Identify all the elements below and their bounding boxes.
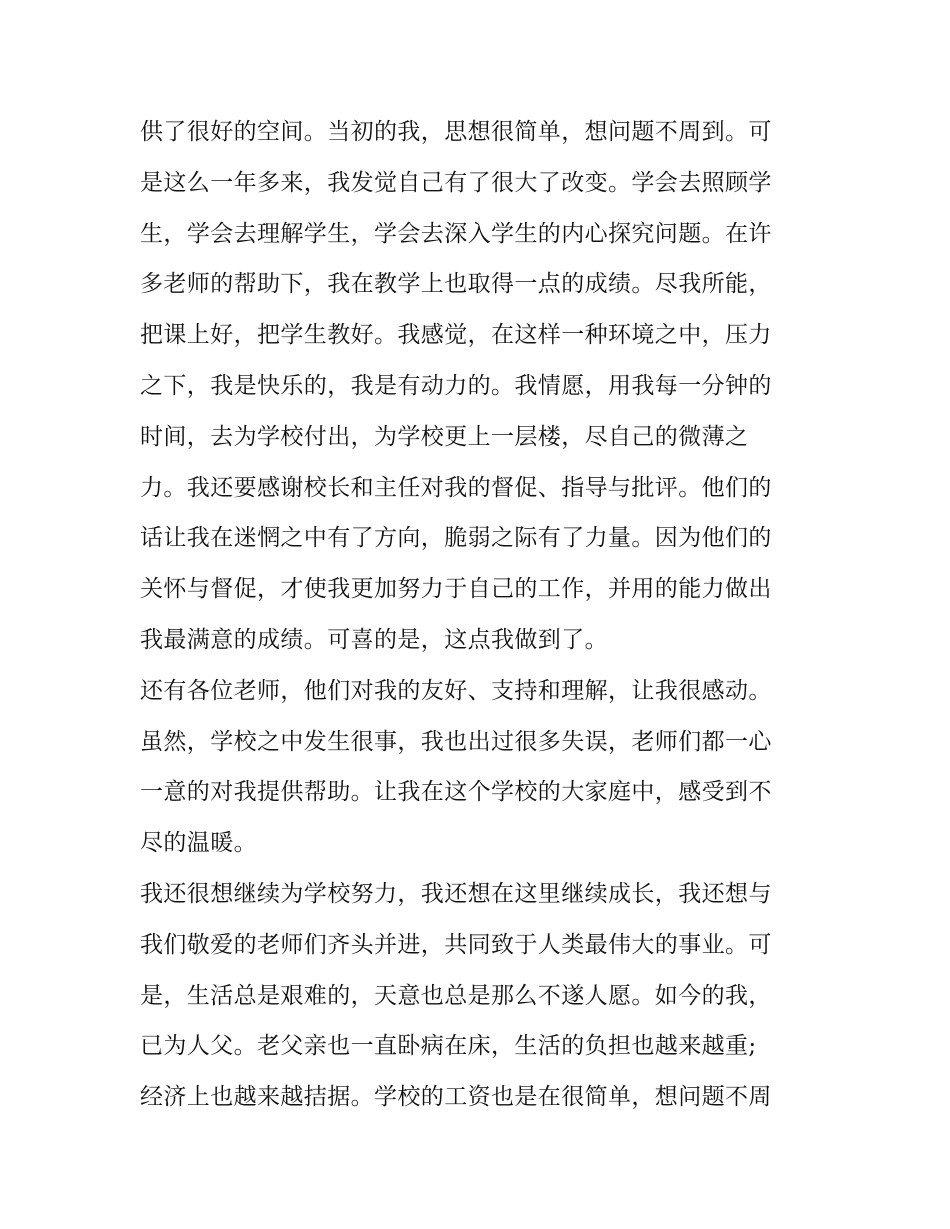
text-line: 生，学会去理解学生，学会去深入学生的内心探究问题。在许 <box>140 220 772 247</box>
text-line: 是这么一年多来，我发觉自己有了很大了改变。学会去照顾学 <box>140 169 772 196</box>
text-line: 之下，我是快乐的，我是有动力的。我情愿，用我每一分钟的 <box>140 372 772 399</box>
text-line: 经济上也越来越拮据。学校的工资也是在很简单，想问题不周 <box>140 1084 772 1111</box>
text-line: 是，生活总是艰难的，天意也总是那么不遂人愿。如今的我， <box>140 982 772 1009</box>
text-line: 力。我还要感谢校长和主任对我的督促、指导与批评。他们的 <box>140 474 772 501</box>
text-line: 尽的温暖。 <box>140 830 257 857</box>
text-line: 我还很想继续为学校努力，我还想在这里继续成长，我还想与 <box>140 880 772 907</box>
text-line: 还有各位老师，他们对我的友好、支持和理解，让我很感动。 <box>140 677 772 704</box>
text-line: 虽然，学校之中发生很事，我也出过很多失误，老师们都一心 <box>140 728 772 755</box>
text-line: 话让我在迷惘之中有了方向，脆弱之际有了力量。因为他们的 <box>140 525 772 552</box>
text-line: 我们敬爱的老师们齐头并进，共同致于人类最伟大的事业。可 <box>140 931 772 958</box>
text-line: 时间，去为学校付出，为学校更上一层楼，尽自己的微薄之 <box>140 423 749 450</box>
text-line: 关怀与督促，才使我更加努力于自己的工作，并用的能力做出 <box>140 576 772 603</box>
text-line: 供了很好的空间。当初的我，思想很简单，想问题不周到。可 <box>140 119 772 145</box>
text-line: 一意的对我提供帮助。让我在这个学校的大家庭中，感受到不 <box>140 779 772 806</box>
text-line: 把课上好，把学生教好。我感觉，在这样一种环境之中，压力 <box>140 322 772 349</box>
body-text <box>140 107 820 1123</box>
text-line: 多老师的帮助下，我在教学上也取得一点的成绩。尽我所能， <box>140 271 772 298</box>
text-line: 我最满意的成绩。可喜的是，这点我做到了。 <box>140 626 608 653</box>
text-line: 已为人父。老父亲也一直卧病在床，生活的负担也越来越重; <box>140 1033 757 1060</box>
